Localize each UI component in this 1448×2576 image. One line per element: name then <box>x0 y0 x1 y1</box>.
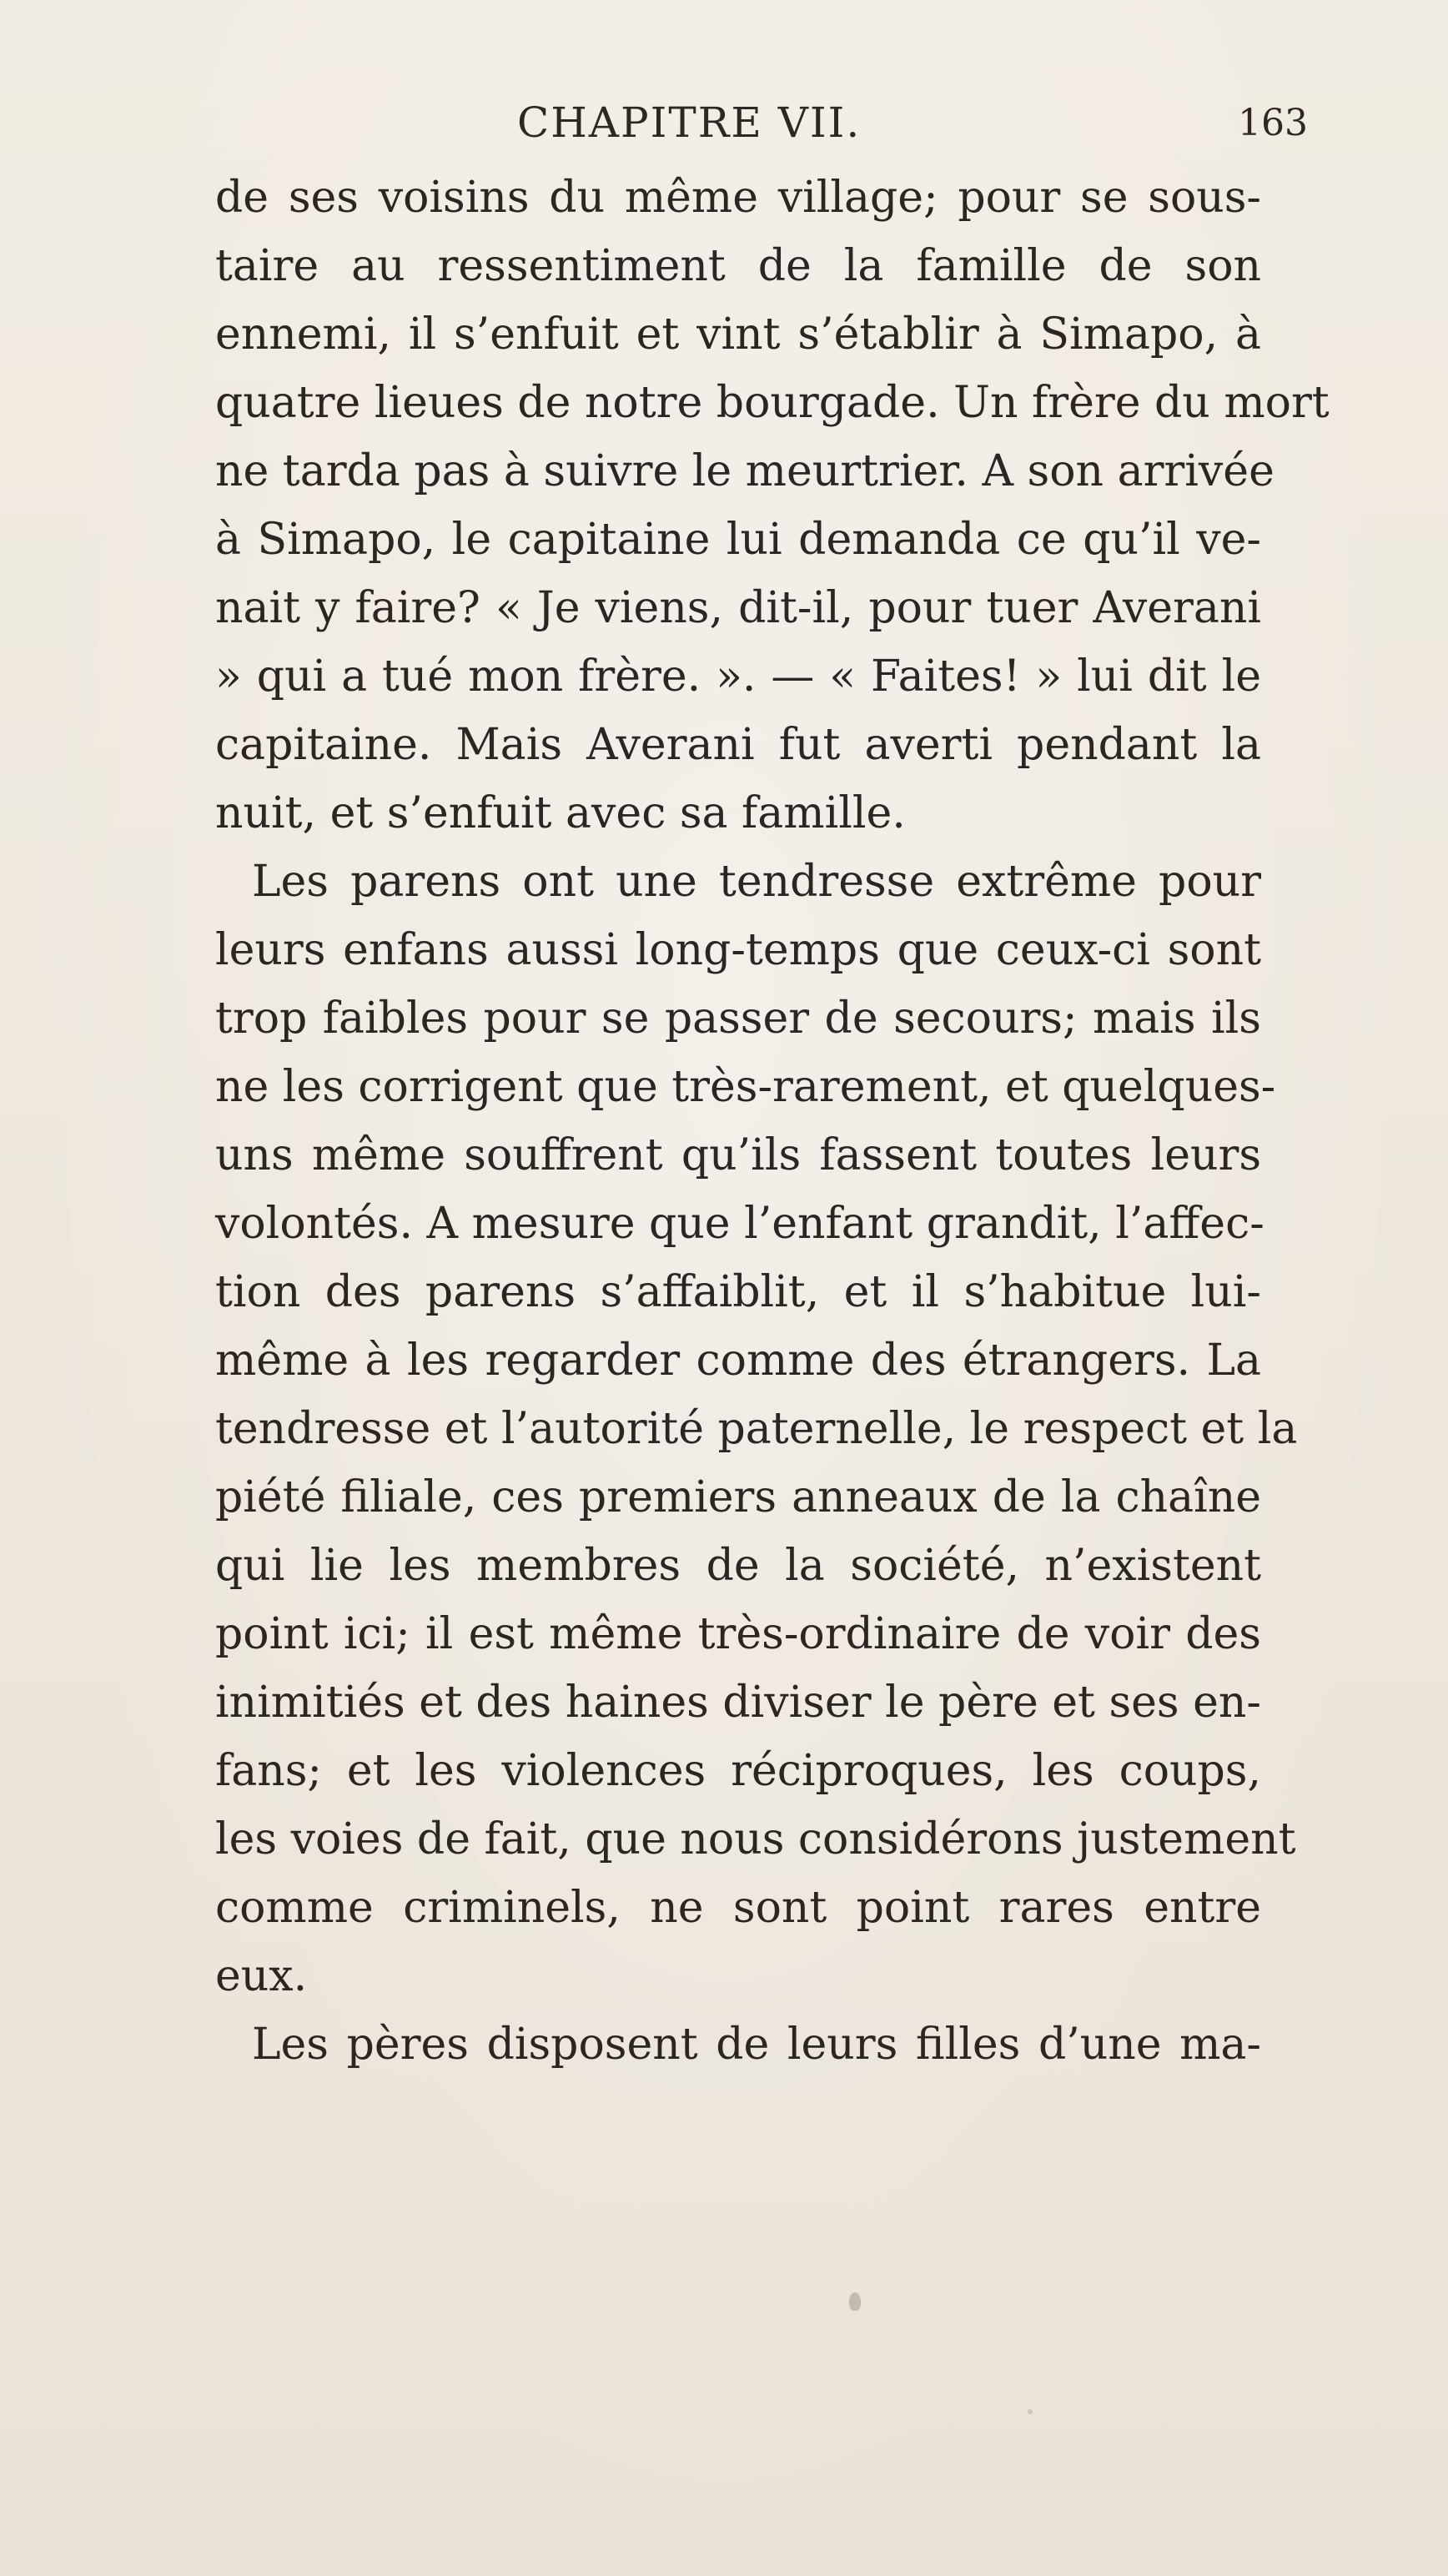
text-line: eux. <box>215 1951 308 2001</box>
text-line: à Simapo, le capitaine lui demanda ce qu’il ve- <box>215 515 1261 565</box>
text-line: point ici; il est même très-ordinaire de voir des <box>215 1609 1261 1659</box>
text-line: ne tarda pas à suivre le meurtrier. A son arrivée <box>215 446 1275 496</box>
text-line: piété filiale, ces premiers anneaux de la chaîne <box>215 1472 1261 1522</box>
text-line: nuit, et s’enfuit avec sa famille. <box>215 788 906 838</box>
paper-blemish <box>1028 2409 1033 2414</box>
text-line: fans; et les violences réciproques, les coups, <box>215 1746 1261 1796</box>
text-line: trop faibles pour se passer de secours; mais ils <box>215 994 1261 1044</box>
paper-blemish <box>849 2292 861 2311</box>
text-line: leurs enfans aussi long-temps que ceux-ci sont <box>215 925 1261 975</box>
text-line: uns même souffrent qu’ils fassent toutes leurs <box>215 1130 1261 1180</box>
paragraph-start-line: Les parens ont une tendresse extrême pour <box>252 857 1261 907</box>
text-line: même à les regarder comme des étrangers. La <box>215 1336 1261 1386</box>
paragraph-start-line: Les pères disposent de leurs filles d’une ma- <box>252 2020 1261 2070</box>
text-line: ennemi, il s’enfuit et vint s’établir à Simapo, à <box>215 309 1261 360</box>
text-line: » qui a tué mon frère. ». — « Faites! » lui dit le <box>215 652 1261 702</box>
text-line: qui lie les membres de la société, n’existent <box>215 1541 1261 1591</box>
text-line: comme criminels, ne sont point rares entre <box>215 1883 1261 1933</box>
body-text <box>215 164 1330 2079</box>
text-line: capitaine. Mais Averani fut averti pendant la <box>215 720 1261 770</box>
text-line: ne les corrigent que très-rarement, et quelques- <box>215 1062 1276 1112</box>
text-line: inimitiés et des haines diviser le père et ses en- <box>215 1678 1261 1728</box>
text-line: quatre lieues de notre bourgade. Un frère du mort <box>215 378 1330 428</box>
running-head <box>0 98 1448 165</box>
text-line: de ses voisins du même village; pour se sous- <box>215 173 1261 223</box>
text-line: tion des parens s’affaiblit, et il s’habitue lui- <box>215 1267 1261 1317</box>
page-number: 163 <box>1238 102 1308 144</box>
text-line: les voies de fait, que nous considérons justement <box>215 1814 1296 1864</box>
text-line: volontés. A mesure que l’enfant grandit, l’affec- <box>215 1199 1264 1249</box>
text-line: taire au ressentiment de la famille de son <box>215 241 1261 291</box>
chapter-title: CHAPITRE VII. <box>517 98 862 147</box>
text-line: nait y faire? « Je viens, dit-il, pour tuer Averani <box>215 583 1261 633</box>
text-line: tendresse et l’autorité paternelle, le respect et la <box>215 1404 1298 1454</box>
